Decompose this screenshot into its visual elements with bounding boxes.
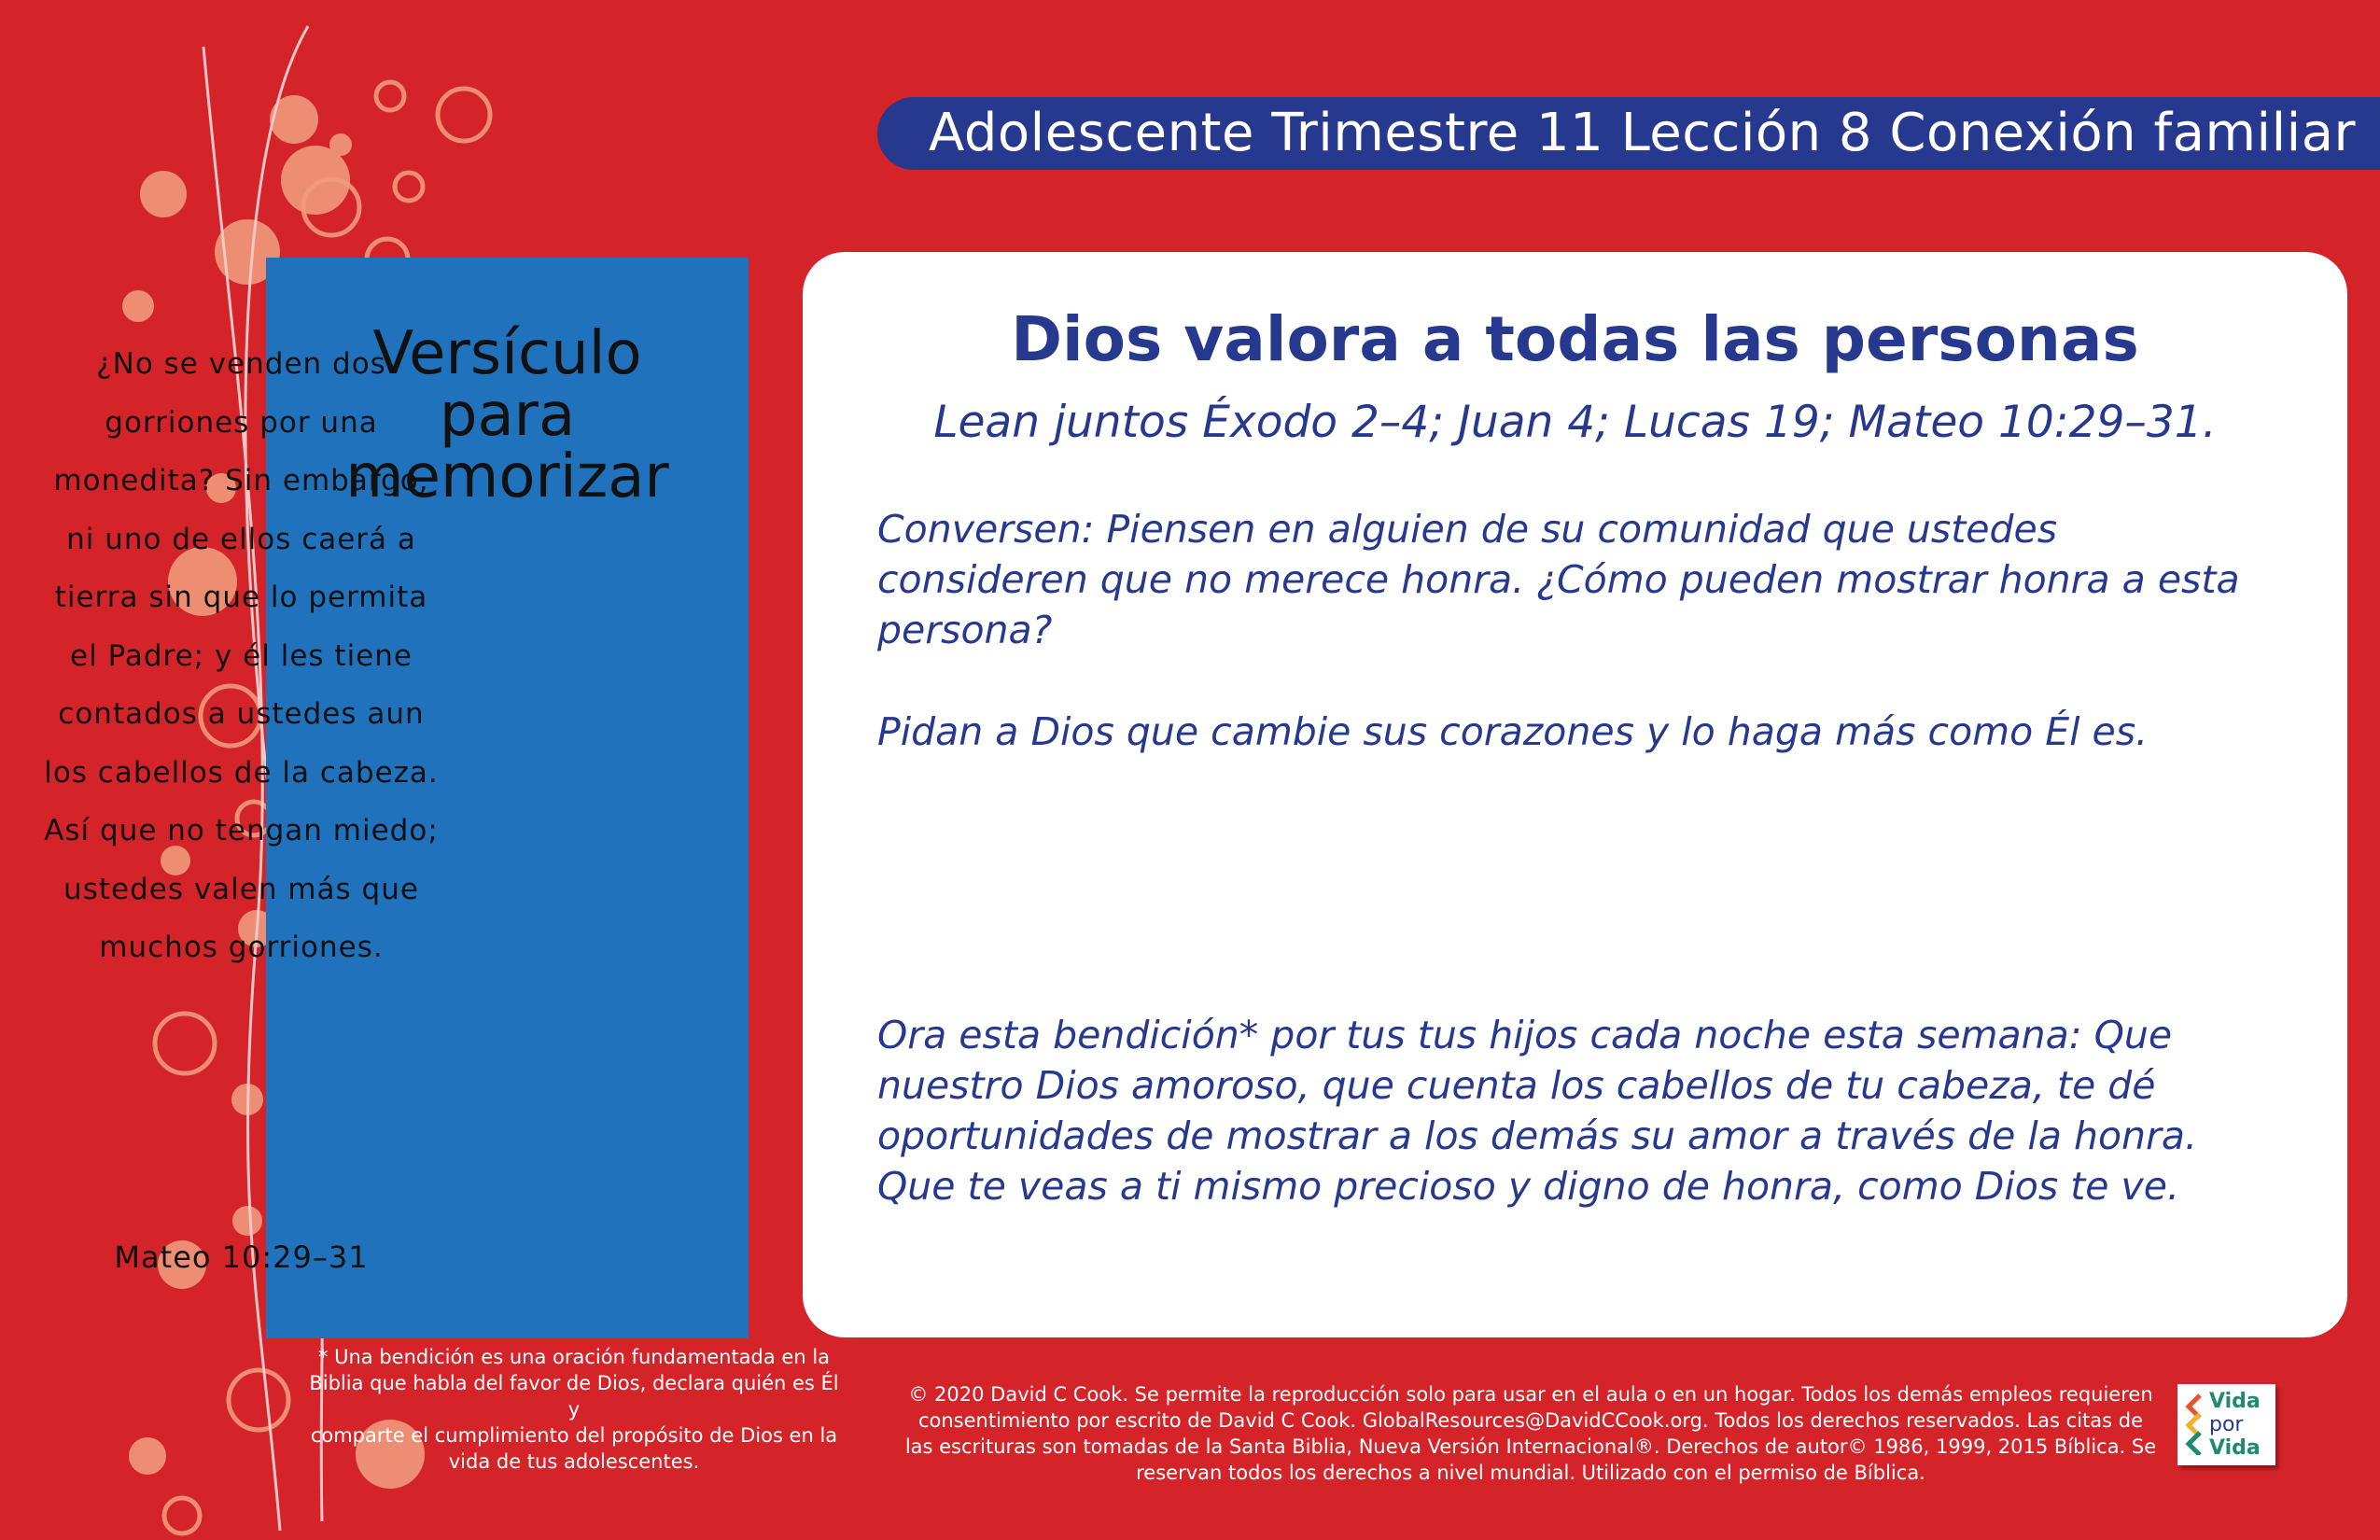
lesson-card — [803, 252, 2347, 1337]
logo-line: por — [2209, 1413, 2244, 1436]
discussion-line: Conversen: Piensen en alguien de su comunidad que ustedes — [877, 507, 2058, 552]
verse-line: ustedes valen más que — [63, 872, 419, 906]
discussion-line: persona? — [877, 608, 1053, 652]
logo-mark-icon — [2183, 1393, 2205, 1455]
copyright-line: consentimiento por escrito de David C Cook. GlobalResources@DavidCCook.org. Todos los derechos reservados. Las citas de — [917, 1409, 2144, 1432]
logo-line: Vida — [2209, 1436, 2261, 1460]
prayer-line: Pidan a Dios que cambie sus corazones y lo haga más como Él es. — [877, 709, 2149, 754]
verse-line: ni uno de ellos caerá a — [66, 522, 416, 556]
verse-line: ¿No se venden dos — [96, 347, 386, 381]
memory-verse-text — [19, 335, 464, 977]
memory-verse-reference: Mateo 10:29–31 — [114, 1239, 369, 1275]
header-bar — [877, 97, 2380, 170]
lesson-title: Dios valora a todas las personas — [1011, 303, 2139, 375]
blessing-line: oportunidades de mostrar a los demás su amor a través de la honra. — [877, 1113, 2198, 1158]
prayer-paragraph — [877, 707, 2287, 757]
discussion-line: consideren que no merece honra. ¿Cómo pueden mostrar honra a esta — [877, 557, 2240, 602]
page-title: Adolescente Trimestre 11 Lección 8 Conexión familiar — [929, 103, 2357, 163]
verse-line: muchos gorriones. — [99, 931, 384, 964]
memory-verse-heading-line: memorizar — [345, 442, 669, 511]
blessing-line: Ora esta bendición* por tus tus hijos cada noche esta semana: Que — [877, 1013, 2173, 1057]
footnote-line: comparte el cumplimiento del propósito de Dios en la — [310, 1424, 838, 1447]
copyright-line: © 2020 David C Cook. Se permite la reproducción solo para usar en el aula o en un hogar. Todos los demás empleos requieren — [908, 1383, 2153, 1406]
copyright-line: las escrituras son tomadas de la Santa Biblia, Nueva Versión Internacional®. Derechos de autor© 1986, 1999, 2015 Bíblica. Se — [904, 1435, 2157, 1458]
footnote-line: * Una bendición es una oración fundamentada en la — [317, 1346, 831, 1368]
verse-line: el Padre; y él les tiene — [70, 638, 413, 673]
verse-line: monedita? Sin embargo, — [53, 464, 429, 497]
copyright-notice — [887, 1381, 2175, 1486]
blessing-line: nuestro Dios amoroso, que cuenta los cabellos de tu cabeza, te dé — [877, 1063, 2156, 1108]
logo-text — [2209, 1390, 2271, 1460]
verse-line: gorriones por una — [105, 405, 378, 440]
footnote-line: Biblia que habla del favor de Dios, declara quién es Él y — [309, 1372, 839, 1421]
memory-verse-heading-line: para — [439, 381, 576, 450]
vida-por-vida-logo — [2177, 1384, 2275, 1465]
logo-line: Vida — [2209, 1390, 2261, 1413]
discussion-paragraph — [877, 504, 2287, 655]
footnote — [303, 1344, 845, 1475]
memory-verse-heading-line: Versículo — [372, 319, 642, 388]
verse-line: contados a ustedes aun — [58, 697, 425, 731]
lesson-readings: Lean juntos Éxodo 2–4; Juan 4; Lucas 19; Mateo 10:29–31. — [933, 397, 2217, 448]
copyright-line: reservan todos los derechos a nivel mundial. Utilizado con el permiso de Bíblica. — [1136, 1462, 1925, 1484]
blessing-paragraph — [877, 1010, 2287, 1211]
verse-line: tierra sin que lo permita — [54, 581, 428, 614]
verse-line: Así que no tengan miedo; — [44, 814, 439, 847]
footnote-line: vida de tus adolescentes. — [448, 1450, 700, 1473]
blessing-line: Que te veas a ti mismo precioso y digno de honra, como Dios te ve. — [877, 1164, 2180, 1209]
verse-line: los cabellos de la cabeza. — [44, 755, 439, 790]
